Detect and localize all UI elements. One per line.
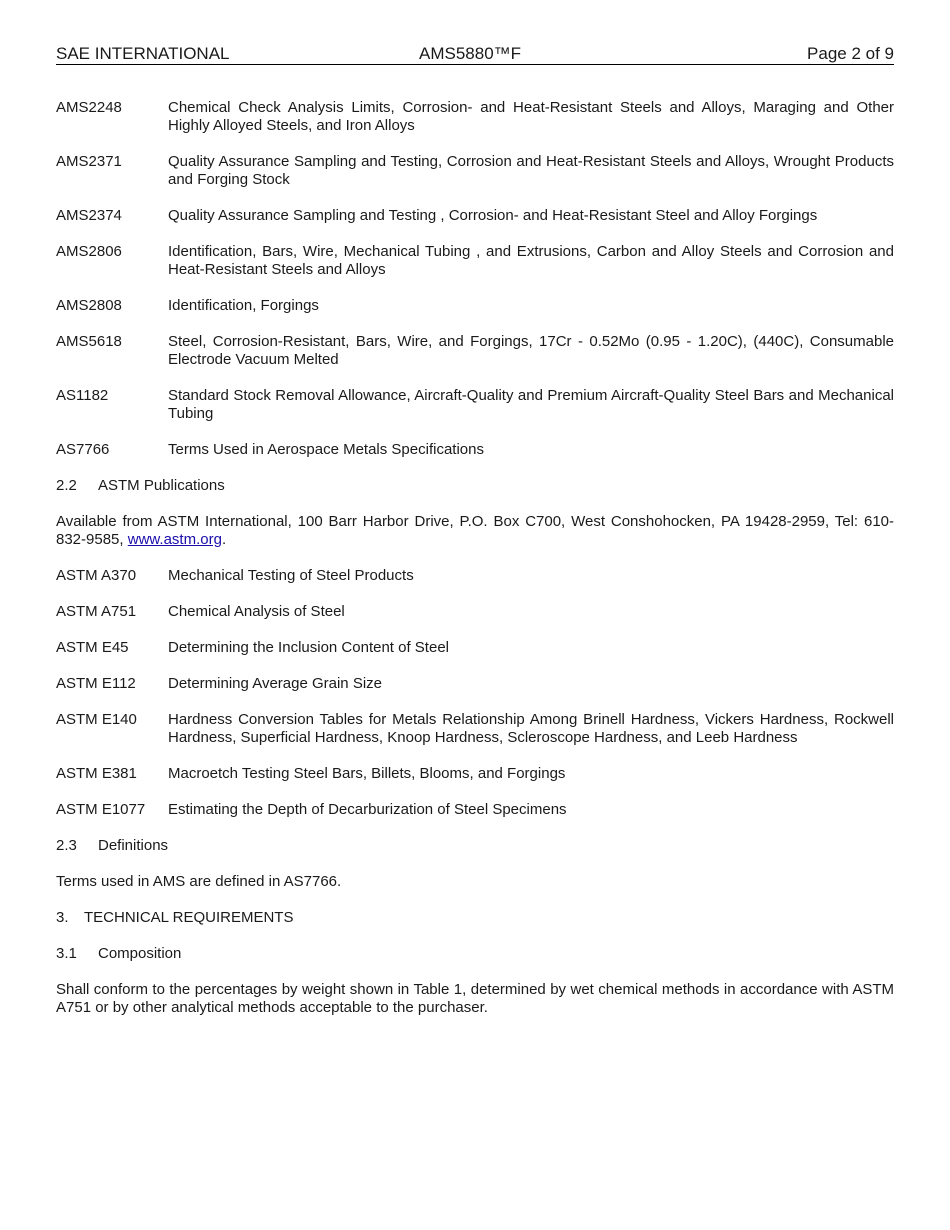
section-number: 3.1: [56, 945, 77, 962]
section-title: ASTM Publications: [98, 477, 225, 494]
availability-period: .: [221, 531, 227, 548]
reference-code: ASTM E1077: [56, 801, 146, 818]
reference-title: Chemical Analysis of Steel: [168, 603, 345, 620]
ams-reference-list: [56, 99, 894, 459]
astm-availability-paragraph: [56, 513, 894, 549]
reference-code: AMS2374: [56, 207, 122, 224]
reference-title: Determining the Inclusion Content of Steel: [168, 639, 449, 656]
reference-code: AMS2808: [56, 297, 122, 314]
reference-title: Chemical Check Analysis Limits, Corrosion- and Heat-Resistant Steels and Alloys, Maraging and Other Highly Alloyed Steels, and Iron Alloys: [168, 99, 894, 134]
reference-item: [56, 441, 894, 459]
section-title: Composition: [98, 945, 182, 962]
reference-title: Quality Assurance Sampling and Testing, Corrosion and Heat-Resistant Steels and Alloys, Wrought Products and Forging Stock: [168, 153, 894, 188]
availability-text: Available from ASTM International, 100 Barr Harbor Drive, P.O. Box C700, West Conshohocken, PA 19428-2959, Tel: 610-832-9585,: [56, 513, 894, 548]
document-page: [56, 44, 894, 1035]
reference-item: [56, 801, 894, 819]
reference-title: Estimating the Depth of Decarburization of Steel Specimens: [168, 801, 567, 818]
reference-title: Hardness Conversion Tables for Metals Relationship Among Brinell Hardness, Vickers Hardness, Rockwell Hardness, Superficial Hardness, Knoop Hardness, Scleroscope Hardness, and Leeb Hardness: [168, 711, 894, 746]
reference-title: Standard Stock Removal Allowance, Aircraft-Quality and Premium Aircraft-Quality Steel Bars and Mechanical Tubing: [168, 387, 894, 422]
reference-item: [56, 333, 894, 369]
reference-code: AMS2248: [56, 99, 122, 116]
reference-item: [56, 711, 894, 747]
section-heading-3-1: [56, 945, 894, 963]
reference-code: AS7766: [56, 441, 110, 458]
reference-code: AMS2371: [56, 153, 122, 170]
reference-code: ASTM A370: [56, 567, 137, 584]
section-heading-2-2: [56, 477, 894, 495]
reference-title: Steel, Corrosion-Resistant, Bars, Wire, and Forgings, 17Cr - 0.52Mo (0.95 - 1.20C), (440C), Consumable Electrode Vacuum Melted: [168, 333, 894, 368]
astm-reference-list: [56, 567, 894, 819]
reference-code: ASTM A751: [56, 603, 137, 620]
reference-item: [56, 207, 894, 225]
reference-item: [56, 153, 894, 189]
reference-title: Identification, Bars, Wire, Mechanical Tubing , and Extrusions, Carbon and Alloy Steels and Corrosion and Heat-Resistant Steels and Alloys: [168, 243, 894, 278]
reference-title: Mechanical Testing of Steel Products: [168, 567, 414, 584]
reference-code: ASTM E112: [56, 675, 136, 692]
reference-title: Macroetch Testing Steel Bars, Billets, Blooms, and Forgings: [168, 765, 566, 782]
reference-code: ASTM E140: [56, 711, 137, 728]
reference-code: AMS5618: [56, 333, 122, 350]
reference-title: Quality Assurance Sampling and Testing , Corrosion- and Heat-Resistant Steel and Alloy Forgings: [168, 207, 818, 224]
astm-website-link[interactable]: www.astm.org: [127, 531, 222, 548]
reference-item: [56, 567, 894, 585]
section-number: 3.: [56, 909, 69, 926]
reference-item: [56, 243, 894, 279]
reference-item: [56, 765, 894, 783]
reference-code: ASTM E45: [56, 639, 129, 656]
reference-code: AS1182: [56, 387, 109, 404]
section-number: 2.2: [56, 477, 77, 494]
reference-title: Identification, Forgings: [168, 297, 319, 314]
reference-item: [56, 99, 894, 135]
reference-item: [56, 387, 894, 423]
section-number: 2.3: [56, 837, 77, 854]
reference-code: ASTM E381: [56, 765, 137, 782]
reference-code: AMS2806: [56, 243, 122, 260]
reference-item: [56, 297, 894, 315]
reference-item: [56, 603, 894, 621]
header-page-number: Page 2 of 9: [807, 44, 894, 63]
section-title: Definitions: [98, 837, 169, 854]
reference-item: [56, 639, 894, 657]
section-heading-2-3: [56, 837, 894, 855]
page-header: [56, 44, 894, 65]
reference-title: Determining Average Grain Size: [168, 675, 382, 692]
header-org: SAE INTERNATIONAL: [56, 44, 230, 63]
reference-title: Terms Used in Aerospace Metals Specifications: [168, 441, 484, 458]
reference-item: [56, 675, 894, 693]
section-heading-3: [56, 909, 894, 927]
section-title: TECHNICAL REQUIREMENTS: [84, 909, 294, 926]
header-doc-id: AMS5880™F: [419, 44, 522, 63]
composition-paragraph: Shall conform to the percentages by weight shown in Table 1, determined by wet chemical methods in accordance with ASTM A751 or by other analytical methods acceptable to the purchaser.: [56, 981, 894, 1016]
definitions-paragraph: Terms used in AMS are defined in AS7766.: [56, 873, 342, 890]
